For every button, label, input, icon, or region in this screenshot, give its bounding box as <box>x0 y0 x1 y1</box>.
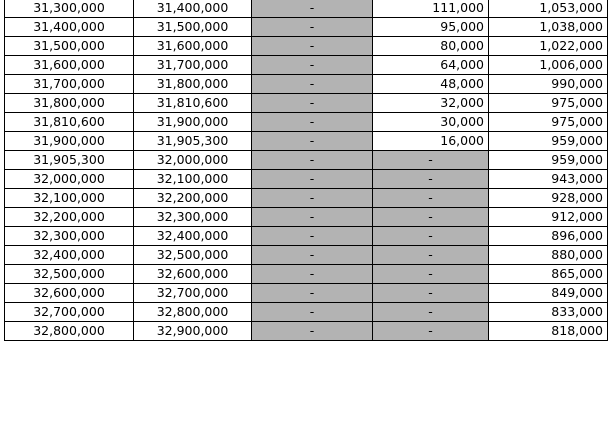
cell-income-from: 31,810,600 <box>5 113 134 132</box>
cell-column-5: 912,000 <box>489 208 608 227</box>
cell-column-4: - <box>373 227 489 246</box>
table-row <box>5 113 608 132</box>
cell-income-from: 31,600,000 <box>5 56 134 75</box>
cell-column-3: - <box>252 18 373 37</box>
table-row <box>5 94 608 113</box>
cell-column-3: - <box>252 132 373 151</box>
cell-column-5: 818,000 <box>489 322 608 341</box>
cell-column-5: 990,000 <box>489 75 608 94</box>
cell-income-from: 31,300,000 <box>5 0 134 18</box>
table-row <box>5 246 608 265</box>
cell-column-5: 975,000 <box>489 94 608 113</box>
cell-column-3: - <box>252 94 373 113</box>
cell-column-4: 30,000 <box>373 113 489 132</box>
cell-column-4: - <box>373 265 489 284</box>
cell-income-to: 32,500,000 <box>134 246 252 265</box>
cell-column-5: 865,000 <box>489 265 608 284</box>
cell-column-3: - <box>252 303 373 322</box>
cell-column-4: 80,000 <box>373 37 489 56</box>
cell-column-4: - <box>373 189 489 208</box>
cell-income-to: 32,600,000 <box>134 265 252 284</box>
table-row <box>5 170 608 189</box>
cell-column-4: 48,000 <box>373 75 489 94</box>
cell-column-3: - <box>252 151 373 170</box>
cell-column-5: 1,038,000 <box>489 18 608 37</box>
cell-income-to: 32,100,000 <box>134 170 252 189</box>
cell-column-4: 32,000 <box>373 94 489 113</box>
cell-income-from: 31,400,000 <box>5 18 134 37</box>
cell-income-from: 31,900,000 <box>5 132 134 151</box>
cell-income-from: 32,100,000 <box>5 189 134 208</box>
cell-column-5: 975,000 <box>489 113 608 132</box>
cell-column-4: - <box>373 170 489 189</box>
table-row <box>5 56 608 75</box>
cell-income-to: 32,300,000 <box>134 208 252 227</box>
cell-column-4: 64,000 <box>373 56 489 75</box>
cell-income-to: 31,700,000 <box>134 56 252 75</box>
table-row <box>5 0 608 18</box>
table-row <box>5 284 608 303</box>
cell-income-to: 32,900,000 <box>134 322 252 341</box>
table-row <box>5 189 608 208</box>
tax-table <box>4 0 608 341</box>
cell-column-3: - <box>252 170 373 189</box>
cell-income-from: 31,800,000 <box>5 94 134 113</box>
cell-column-3: - <box>252 189 373 208</box>
cell-income-to: 31,900,000 <box>134 113 252 132</box>
table-body <box>5 0 608 341</box>
cell-column-3: - <box>252 246 373 265</box>
cell-column-3: - <box>252 227 373 246</box>
cell-column-4: 111,000 <box>373 0 489 18</box>
cell-income-to: 31,500,000 <box>134 18 252 37</box>
cell-income-to: 32,400,000 <box>134 227 252 246</box>
cell-column-4: - <box>373 151 489 170</box>
cell-column-5: 1,053,000 <box>489 0 608 18</box>
cell-column-5: 959,000 <box>489 151 608 170</box>
cell-column-3: - <box>252 265 373 284</box>
cell-column-5: 849,000 <box>489 284 608 303</box>
cell-column-5: 880,000 <box>489 246 608 265</box>
cell-income-to: 32,000,000 <box>134 151 252 170</box>
cell-column-5: 928,000 <box>489 189 608 208</box>
cell-income-from: 31,700,000 <box>5 75 134 94</box>
cell-income-to: 31,810,600 <box>134 94 252 113</box>
cell-column-4: - <box>373 303 489 322</box>
table-row <box>5 151 608 170</box>
table-row <box>5 322 608 341</box>
cell-income-from: 32,000,000 <box>5 170 134 189</box>
cell-column-3: - <box>252 284 373 303</box>
cell-income-from: 32,400,000 <box>5 246 134 265</box>
table-row <box>5 208 608 227</box>
cell-income-from: 32,600,000 <box>5 284 134 303</box>
table-row <box>5 37 608 56</box>
table-row <box>5 132 608 151</box>
cell-column-4: - <box>373 284 489 303</box>
cell-column-5: 896,000 <box>489 227 608 246</box>
cell-income-from: 31,500,000 <box>5 37 134 56</box>
cell-column-5: 1,022,000 <box>489 37 608 56</box>
cell-column-5: 943,000 <box>489 170 608 189</box>
table-row <box>5 75 608 94</box>
cell-column-4: 95,000 <box>373 18 489 37</box>
cell-column-3: - <box>252 75 373 94</box>
cell-column-5: 1,006,000 <box>489 56 608 75</box>
table-row <box>5 303 608 322</box>
table-row <box>5 227 608 246</box>
cell-column-3: - <box>252 37 373 56</box>
cell-column-3: - <box>252 56 373 75</box>
cell-income-from: 32,200,000 <box>5 208 134 227</box>
cell-column-4: - <box>373 322 489 341</box>
cell-column-5: 833,000 <box>489 303 608 322</box>
cell-column-3: - <box>252 322 373 341</box>
cell-column-3: - <box>252 208 373 227</box>
cell-income-to: 32,200,000 <box>134 189 252 208</box>
cell-income-to: 31,800,000 <box>134 75 252 94</box>
table-row <box>5 265 608 284</box>
cell-income-to: 32,700,000 <box>134 284 252 303</box>
cell-column-3: - <box>252 113 373 132</box>
cell-income-to: 31,400,000 <box>134 0 252 18</box>
cell-column-3: - <box>252 0 373 18</box>
cell-column-4: 16,000 <box>373 132 489 151</box>
cell-income-from: 32,800,000 <box>5 322 134 341</box>
cell-income-from: 32,300,000 <box>5 227 134 246</box>
cell-column-4: - <box>373 208 489 227</box>
cell-income-to: 32,800,000 <box>134 303 252 322</box>
cell-income-to: 31,905,300 <box>134 132 252 151</box>
cell-column-5: 959,000 <box>489 132 608 151</box>
cell-income-to: 31,600,000 <box>134 37 252 56</box>
cell-income-from: 32,700,000 <box>5 303 134 322</box>
table-row <box>5 18 608 37</box>
cell-income-from: 32,500,000 <box>5 265 134 284</box>
cell-column-4: - <box>373 246 489 265</box>
cell-income-from: 31,905,300 <box>5 151 134 170</box>
